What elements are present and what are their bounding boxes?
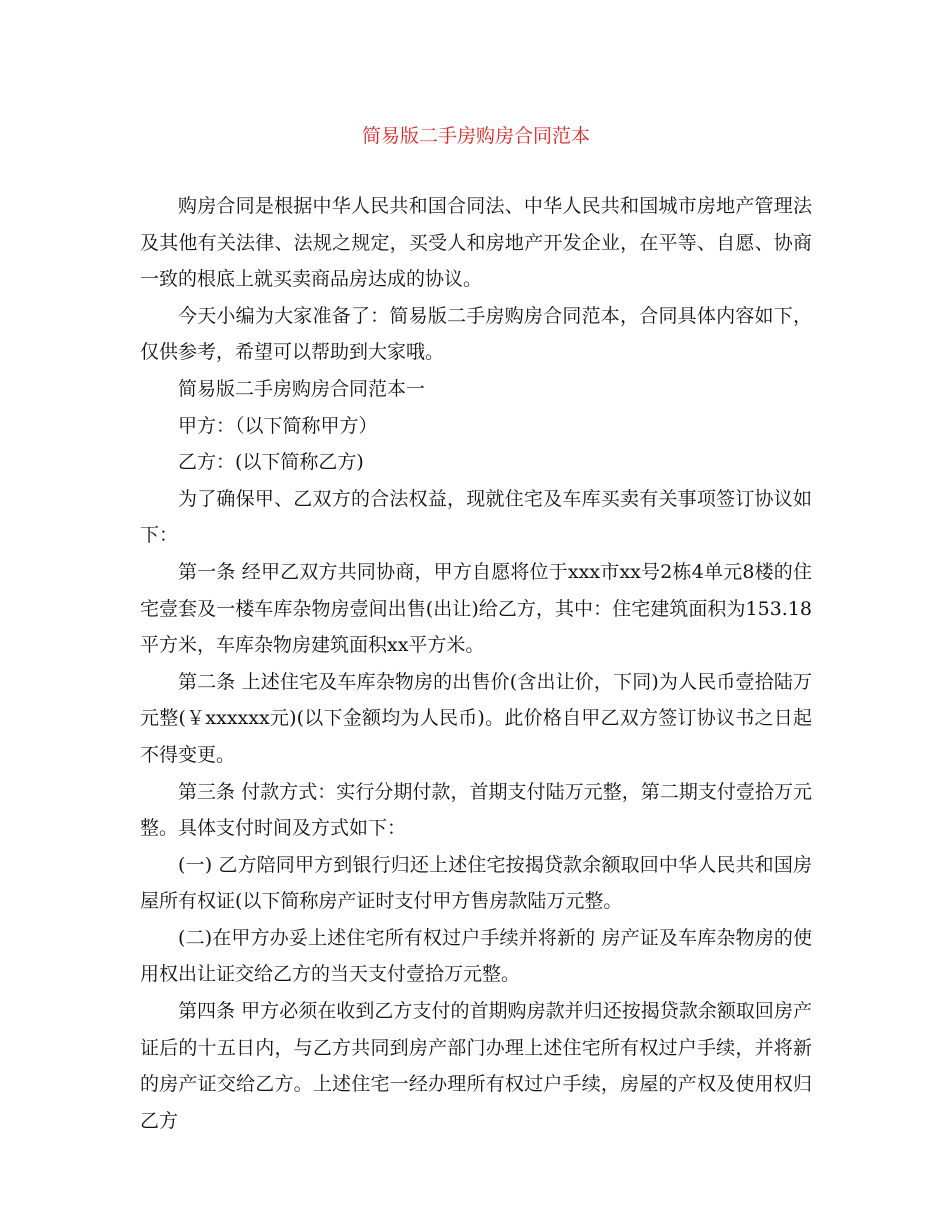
paragraph-purpose: 为了确保甲、乙双方的合法权益，现就住宅及车库买卖有关事项签订协议如下： <box>140 487 812 547</box>
paragraph-article-2: 第二条 上述住宅及车库杂物房的出售价(含出让价，下同)为人民币壹拾陆万元整(￥xxxxxx元)(以下金额均为人民币)。此价格自甲乙双方签订协议书之日起不得变更。 <box>140 670 812 766</box>
paragraph-editor-note: 今天小编为大家准备了：简易版二手房购房合同范本，合同具体内容如下，仅供参考，希望可以帮助到大家哦。 <box>140 304 812 364</box>
document-body <box>140 188 812 1139</box>
paragraph-party-b: 乙方：(以下简称乙方) <box>178 451 364 474</box>
paragraph-article-1: 第一条 经甲乙双方共同协商，甲方自愿将位于xxx市xx号2栋4单元8楼的住宅壹套及一楼车库杂物房壹间出售(出让)给乙方，其中：住宅建筑面积为153.18平方米，车库杂物房建筑面积xx平方米。 <box>140 560 812 657</box>
document-title: 简易版二手房购房合同范本 <box>361 125 590 147</box>
paragraph-article-3-item-2: (二)在甲方办妥上述住宅所有权过户手续并将新的 房产证及车库杂物房的使用权出让证交给乙方的当天支付壹拾万元整。 <box>140 926 812 986</box>
paragraph-subtitle: 简易版二手房购房合同范本一 <box>178 377 426 400</box>
paragraph-article-3: 第三条 付款方式：实行分期付款，首期支付陆万元整，第二期支付壹拾万元整。具体支付时间及方式如下： <box>140 780 812 840</box>
paragraph-party-a: 甲方：（以下简称甲方） <box>178 414 378 437</box>
paragraph-intro: 购房合同是根据中华人民共和国合同法、中华人民共和国城市房地产管理法及其他有关法律、法规之规定，买受人和房地产开发企业，在平等、自愿、协商一致的根底上就买卖商品房达成的协议。 <box>140 195 812 291</box>
paragraph-article-4: 第四条 甲方必须在收到乙方支付的首期购房款并归还按揭贷款余额取回房产证后的十五日内，与乙方共同到房产部门办理上述住宅所有权过户手续，并将新的房产证交给乙方。上述住宅一经办理所有权过户手续，房屋的产权及使用权归乙方 <box>140 1000 812 1132</box>
paragraph-article-3-item-1: (一) 乙方陪同甲方到银行归还上述住宅按揭贷款余额取回中华人民共和国房屋所有权证(以下简称房产证时支付甲方售房款陆万元整。 <box>140 853 812 913</box>
